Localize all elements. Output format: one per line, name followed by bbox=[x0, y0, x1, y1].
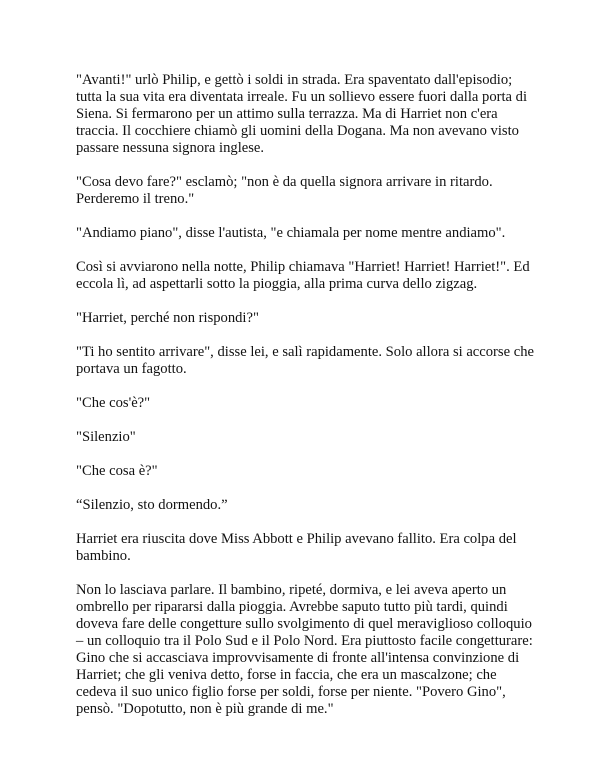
paragraph: "Che cosa è?" bbox=[76, 463, 158, 479]
paragraph: Non lo lasciava parlare. Il bambino, ripeté, dormiva, e lei aveva aperto un ombrello per ripararsi dalla pioggia. Avrebbe saputo tutto più tardi, quindi doveva fare delle congetture sullo svolgimento di quel meraviglioso colloquio – un colloquio tra il Polo Sud e il Polo Nord. Era piuttosto facile congetturare: Gino che si accasciava improvvisamente di fronte all'intensa convinzione di Harriet; che gli veniva detto, forse in faccia, che era un mascalzone; che cedeva il suo unico figlio forse per soldi, forse per niente. "Povero Gino", pensò. "Dopotutto, non è più grande di me." bbox=[76, 582, 533, 717]
paragraph: "Ti ho sentito arrivare", disse lei, e salì rapidamente. Solo allora si accorse che portava un fagotto. bbox=[76, 344, 534, 377]
paragraph: "Harriet, perché non rispondi?" bbox=[76, 310, 259, 326]
paragraph: "Avanti!" urlò Philip, e gettò i soldi in strada. Era spaventato dall'episodio; tutta la sua vita era diventata irreale. Fu un sollievo essere fuori dalla porta di Siena. Si fermarono per un attimo sulla terrazza. Ma di Harriet non c'era traccia. Il cocchiere chiamò gli uomini della Dogana. Ma non avevano visto passare nessuna signora inglese. bbox=[76, 72, 528, 156]
paragraph: "Silenzio" bbox=[76, 429, 136, 445]
paragraph: Harriet era riuscita dove Miss Abbott e Philip avevano fallito. Era colpa del bambino. bbox=[76, 531, 517, 564]
document-body bbox=[76, 72, 536, 735]
paragraph: "Andiamo piano", disse l'autista, "e chiamala per nome mentre andiamo". bbox=[76, 225, 506, 241]
paragraph: "Che cos'è?" bbox=[76, 395, 151, 411]
paragraph: Così si avviarono nella notte, Philip chiamava "Harriet! Harriet! Harriet!". Ed eccola lì, ad aspettarli sotto la pioggia, alla prima curva dello zigzag. bbox=[76, 259, 530, 292]
paragraph: “Silenzio, sto dormendo.” bbox=[76, 497, 228, 513]
paragraph: "Cosa devo fare?" esclamò; "non è da quella signora arrivare in ritardo. Perderemo il treno." bbox=[76, 174, 493, 207]
